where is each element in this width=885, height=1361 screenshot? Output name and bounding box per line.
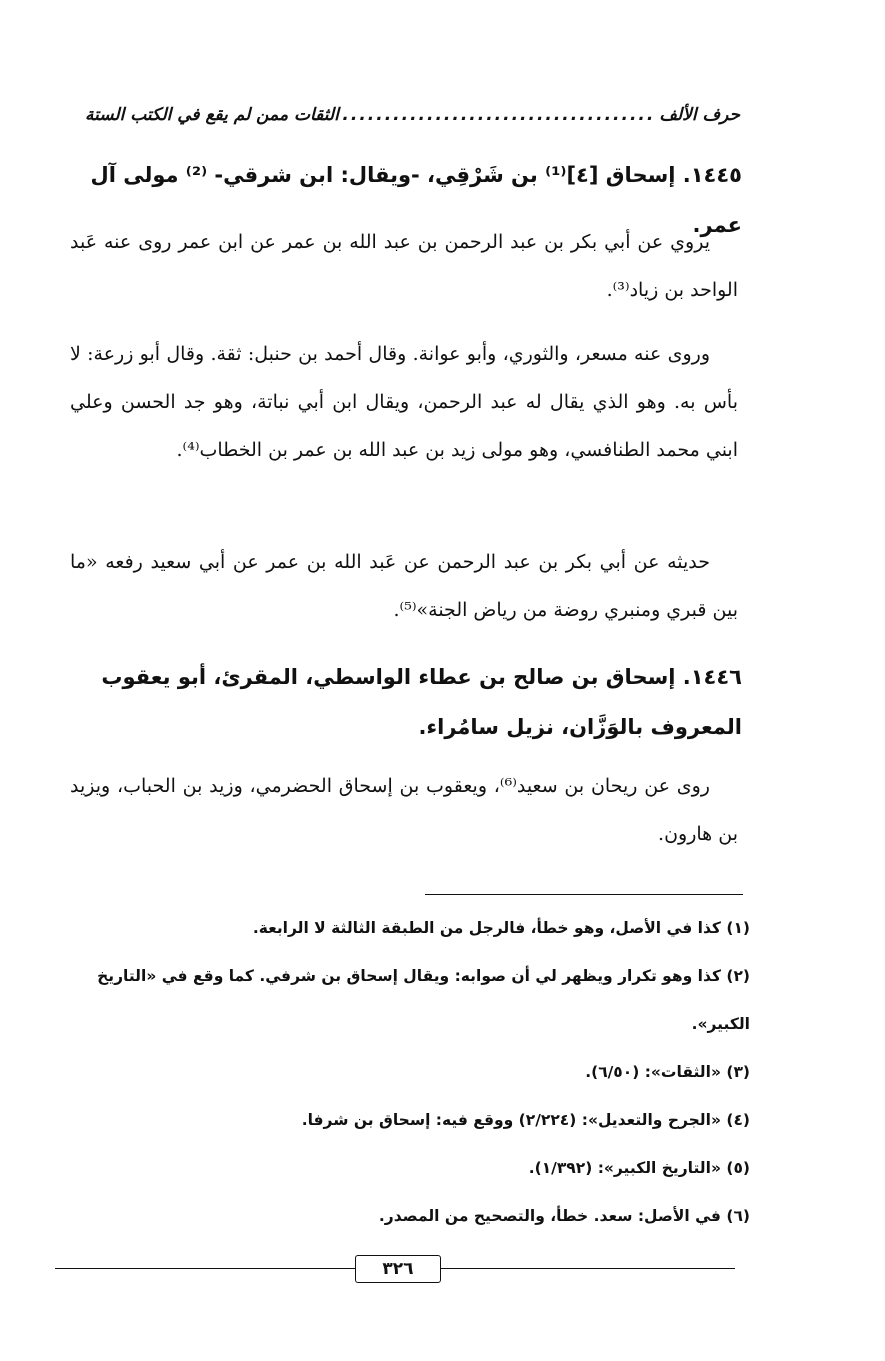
- paragraph-4: [70, 762, 738, 858]
- footnote-4: (٤) «الجرح والتعديل»: (٢/٢٢٤) ووقع فيه: إسحاق بن شرفا.: [301, 1111, 750, 1129]
- footnote-1: (١) كذا في الأصل، وهو خطأ، فالرجل من الطبقة الثالثة لا الرابعة.: [252, 919, 750, 937]
- header-chapter-title: حرف الألف: [659, 105, 740, 125]
- paragraph-text: حديثه عن أبي بكر بن عبد الرحمن عن عَبد الله بن عمر عن أبي سعيد رفعه «ما بين قبري ومنبري روضة من رياض الجنة»⁽⁵⁾.: [70, 551, 738, 621]
- paragraph-3: [70, 538, 738, 634]
- paragraph-text: روى عن ريحان بن سعيد⁽⁶⁾، ويعقوب بن إسحاق الحضرمي، وزيد بن الحباب، ويزيد بن هارون.: [70, 775, 738, 845]
- running-header: [85, 98, 740, 132]
- paragraph-2: [70, 330, 738, 474]
- entry-title-1445: ١٤٤٥. إسحاق [٤]⁽¹⁾ بن شَرْقِي، -ويقال: ابن شرقي- ⁽²⁾ مولى آل عمر.: [90, 163, 742, 237]
- footnote-separator: [425, 894, 743, 895]
- footnote-3: (٣) «الثقات»: (٦/٥٠).: [585, 1063, 750, 1081]
- footnote-2: (٢) كذا وهو تكرار ويظهر لي أن صوابه: ويقال إسحاق بن شرفي. كما وقع في «التاريخ الكبير».: [97, 967, 750, 1033]
- paragraph-1: [70, 218, 738, 314]
- header-book-title: الثقات ممن لم يقع في الكتب الستة: [85, 105, 339, 125]
- footnote-5: (٥) «التاريخ الكبير»: (١/٣٩٢).: [528, 1159, 750, 1177]
- footnotes: [45, 904, 750, 1240]
- header-leader-dots: [339, 105, 660, 125]
- paragraph-text: يروي عن أبي بكر بن عبد الرحمن بن عبد الله بن عمر عن ابن عمر روى عنه عَبد الواحد بن زياد⁽³⁾.: [70, 231, 738, 301]
- entry-title-1446: ١٤٤٦. إسحاق بن صالح بن عطاء الواسطي، المقرئ، أبو يعقوب المعروف بالوَزَّان، نزيل سامُراء.: [101, 665, 742, 739]
- footnote-6: (٦) في الأصل: سعد. خطأ، والتصحيح من المصدر.: [378, 1207, 750, 1225]
- paragraph-text: وروى عنه مسعر، والثوري، وأبو عوانة. وقال أحمد بن حنبل: ثقة. وقال أبو زرعة: لا بأس به. وهو الذي يقال له عبد الرحمن، ويقال ابن أبي نباتة، وهو جد الحسن وعلي ابني محمد الطنافسي، وهو مولى زيد بن عبد الله بن عمر بن الخطاب⁽⁴⁾.: [70, 343, 738, 461]
- page-number: ٣٢٦: [355, 1255, 441, 1283]
